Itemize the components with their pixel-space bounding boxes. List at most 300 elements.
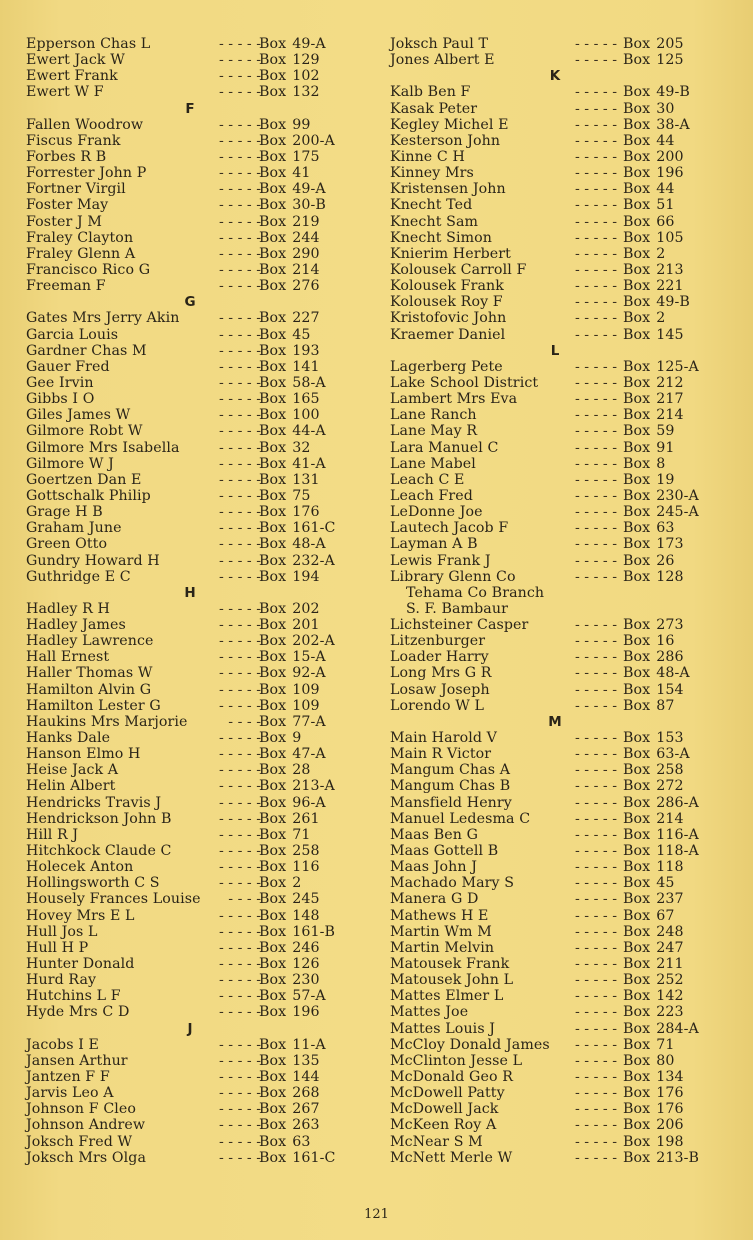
listing-name: Hull H P <box>26 939 89 956</box>
dot-leader: - - - - - <box>575 1117 618 1134</box>
dot-leader: - - - - - <box>575 681 618 698</box>
box-number <box>623 52 684 68</box>
listing-name: Guthridge E C <box>26 568 131 585</box>
listing-row <box>26 956 366 972</box>
listing-name: Fraley Clayton <box>26 229 134 246</box>
listing-name: McKeen Roy A <box>390 1117 497 1134</box>
box-label: Box <box>623 665 651 682</box>
section-letter-heading: G <box>184 294 196 311</box>
box-label: Box <box>623 552 651 569</box>
box-number <box>623 36 684 52</box>
listing-name: Kolousek Carroll F <box>390 261 527 278</box>
box-number <box>623 262 684 278</box>
box-label: Box <box>259 1101 287 1118</box>
dot-leader: - - - - - <box>218 649 261 666</box>
box-label: Box <box>259 342 287 359</box>
box-label: Box <box>259 374 287 391</box>
listing-row <box>26 52 366 68</box>
listing-name: Mangum Chas A <box>390 762 511 779</box>
dot-leader: - - - - - <box>218 1004 261 1021</box>
box-number <box>259 359 320 375</box>
listing-name: Hamilton Lester G <box>26 697 161 714</box>
dot-leader: - - - - - <box>575 617 618 634</box>
box-label: Box <box>623 1069 651 1085</box>
listing-row <box>26 536 366 552</box>
listing-name: Ewert Frank <box>26 68 118 85</box>
section-letter-heading: K <box>549 68 561 85</box>
box-label: Box <box>623 681 651 698</box>
listing-continuation-text: Tehama Co Branch <box>406 584 545 601</box>
listing-row <box>26 262 366 278</box>
dot-leader: - - - - - <box>218 52 261 69</box>
listing-name: Fortner Virgil <box>26 181 126 198</box>
dot-leader: - - - - - <box>218 326 261 343</box>
listing-row <box>390 778 740 794</box>
box-label: Box <box>623 245 651 262</box>
box-label: Box <box>623 778 651 795</box>
dot-leader: - - - - - <box>218 762 261 779</box>
box-label: Box <box>259 875 287 892</box>
dot-leader: - - - - - <box>575 358 618 375</box>
box-value: 230-A <box>656 487 699 504</box>
listing-row <box>390 617 740 633</box>
box-value: 194 <box>292 568 320 585</box>
box-value: 102 <box>292 68 320 85</box>
listing-row <box>26 310 366 326</box>
dot-leader: - - - - - <box>218 261 261 278</box>
box-label: Box <box>623 213 651 230</box>
box-label: Box <box>259 36 287 52</box>
listing-name: Gibbs I O <box>26 391 95 408</box>
box-label: Box <box>623 310 651 327</box>
dot-leader: - - - - - <box>218 1036 261 1053</box>
box-value: 48-A <box>656 665 690 682</box>
dot-leader: - - - - - <box>218 132 261 149</box>
listing-row <box>26 859 366 875</box>
dot-leader: - - - - - <box>218 923 261 940</box>
box-number <box>623 214 675 230</box>
listing-row <box>390 1134 740 1150</box>
box-value: 41-A <box>292 455 326 472</box>
listing-name: Jacobs I E <box>26 1036 99 1053</box>
box-label: Box <box>623 843 651 860</box>
listing-name: McDonald Geo R <box>390 1069 513 1085</box>
box-value: 100 <box>292 407 320 424</box>
dot-leader: - - - - <box>228 713 261 730</box>
box-value: 230 <box>292 972 320 989</box>
listing-name: Kolousek Frank <box>390 278 504 295</box>
listing-name: Main R Victor <box>390 746 492 763</box>
listing-row <box>390 375 740 391</box>
listing-name: Litzenburger <box>390 633 486 650</box>
box-value: 116 <box>292 859 320 876</box>
box-value: 223 <box>656 1004 684 1021</box>
listing-name: Hurd Ray <box>26 972 97 989</box>
listing-name: Knecht Ted <box>390 197 473 214</box>
box-label: Box <box>623 907 651 924</box>
listing-name: Giles James W <box>26 407 131 424</box>
listing-row <box>390 827 740 843</box>
listing-name: Martin Wm M <box>390 923 492 940</box>
listing-row <box>26 359 366 375</box>
dot-leader: - - - - - <box>218 746 261 763</box>
dot-leader: - - - - - <box>218 536 261 553</box>
box-number <box>259 165 311 181</box>
box-value: 57-A <box>292 988 326 1005</box>
dot-leader: - - - - - <box>575 520 618 537</box>
box-number <box>259 1085 320 1101</box>
box-value: 71 <box>656 1036 675 1053</box>
listing-name: Leach Fred <box>390 487 473 504</box>
box-number <box>623 778 684 794</box>
box-label: Box <box>623 423 651 440</box>
dot-leader: - - - - - <box>575 810 618 827</box>
listing-row <box>390 924 740 940</box>
box-number <box>259 214 320 230</box>
listing-name: McDowell Patty <box>390 1085 505 1102</box>
listing-name: Maas Gottell B <box>390 843 499 860</box>
listing-row <box>26 1117 366 1133</box>
dot-leader: - - - - - <box>575 536 618 553</box>
listing-name: Kraemer Daniel <box>390 326 506 343</box>
listing-row <box>26 940 366 956</box>
listing-name: Foster May <box>26 197 109 214</box>
dot-leader: - - - - - <box>575 197 618 214</box>
box-label: Box <box>259 213 287 230</box>
dot-leader: - - - - - <box>575 132 618 149</box>
box-value: 109 <box>292 681 320 698</box>
box-number <box>259 891 320 907</box>
listing-row <box>26 423 366 439</box>
box-label: Box <box>259 552 287 569</box>
box-value: 237 <box>656 891 684 908</box>
box-value: 99 <box>292 116 311 133</box>
listing-name: Goertzen Dan E <box>26 471 142 488</box>
box-value: 8 <box>656 455 666 472</box>
box-label: Box <box>259 407 287 424</box>
box-number <box>259 940 320 956</box>
listing-name: Gilmore W J <box>26 455 114 472</box>
listing-name: Joksch Paul T <box>390 36 489 52</box>
listing-row <box>390 472 740 488</box>
listing-name: Lane May R <box>390 423 478 440</box>
dot-leader: - - - - - <box>575 181 618 198</box>
box-value: 148 <box>292 907 320 924</box>
listing-row <box>26 133 366 149</box>
listing-row <box>390 1117 740 1133</box>
box-number <box>259 68 320 84</box>
listing-row <box>26 843 366 859</box>
box-value: 131 <box>292 471 320 488</box>
box-number <box>623 940 684 956</box>
dot-leader: - - - - - <box>575 730 618 747</box>
box-label: Box <box>623 891 651 908</box>
box-value: 263 <box>292 1117 320 1134</box>
box-number <box>623 553 675 569</box>
dot-leader: - - - - - <box>575 407 618 424</box>
box-label: Box <box>623 100 651 117</box>
listing-name: Lewis Frank J <box>390 552 491 569</box>
dot-leader: - - - - - <box>575 956 618 973</box>
listing-row <box>26 1037 366 1053</box>
box-number <box>623 520 675 536</box>
dot-leader: - - - - - <box>575 229 618 246</box>
dot-leader: - - - - - <box>575 746 618 763</box>
box-number <box>623 649 684 665</box>
listing-name: Manuel Ledesma C <box>390 810 531 827</box>
listing-row <box>390 940 740 956</box>
box-label: Box <box>623 439 651 456</box>
box-number <box>623 1053 675 1069</box>
dot-leader: - - - - - <box>218 520 261 537</box>
listing-row <box>26 407 366 423</box>
box-value: 132 <box>292 84 320 101</box>
box-value: 245 <box>292 891 320 908</box>
box-label: Box <box>623 1085 651 1102</box>
listing-name: Gee Irvin <box>26 374 94 391</box>
box-value: 202 <box>292 600 320 617</box>
box-label: Box <box>623 988 651 1005</box>
box-number <box>623 197 675 213</box>
box-value: 16 <box>656 633 675 650</box>
listing-name: Layman A B <box>390 536 478 553</box>
box-value: 38-A <box>656 116 690 133</box>
box-number <box>259 133 335 149</box>
box-value: 26 <box>656 552 675 569</box>
dot-leader: - - - - - <box>575 116 618 133</box>
box-number <box>623 908 675 924</box>
listing-name: Lake School District <box>390 374 539 391</box>
listing-continuation-text: S. F. Bambaur <box>406 600 508 617</box>
listing-name: Haukins Mrs Marjorie <box>26 713 188 730</box>
box-number <box>623 327 684 343</box>
listing-row <box>390 262 740 278</box>
box-label: Box <box>259 68 287 85</box>
box-label: Box <box>623 568 651 585</box>
listing-row <box>390 440 740 456</box>
dot-leader: - - - - - <box>575 374 618 391</box>
listing-row <box>26 778 366 794</box>
box-value: 44 <box>656 181 675 198</box>
dot-leader: - - - - - <box>218 552 261 569</box>
box-label: Box <box>623 181 651 198</box>
box-label: Box <box>259 939 287 956</box>
listing-name: Hollingsworth C S <box>26 875 160 892</box>
listing-name: Foster J M <box>26 213 103 230</box>
box-number <box>259 310 320 326</box>
box-value: 80 <box>656 1052 675 1069</box>
listing-row <box>390 133 740 149</box>
box-value: 252 <box>656 972 684 989</box>
dot-leader: - - - - - <box>218 633 261 650</box>
listing-name: LeDonne Joe <box>390 504 483 521</box>
listing-name: Hadley R H <box>26 600 110 617</box>
box-value: 154 <box>656 681 684 698</box>
box-number <box>259 1004 320 1020</box>
dot-leader: - - - - - <box>218 826 261 843</box>
listing-name: Joksch Mrs Olga <box>26 1149 147 1166</box>
box-value: 232-A <box>292 552 335 569</box>
listing-row <box>26 1004 366 1020</box>
box-value: 2 <box>292 875 302 892</box>
box-value: 217 <box>656 391 684 408</box>
directory-column-right <box>390 36 740 1166</box>
dot-leader: - - - - - <box>218 988 261 1005</box>
listing-row <box>26 1069 366 1085</box>
listing-name: Kinne C H <box>390 148 465 165</box>
box-value: 141 <box>292 358 320 375</box>
listing-row <box>390 569 740 585</box>
listing-name: Holecek Anton <box>26 859 134 876</box>
listing-row <box>390 149 740 165</box>
listing-row <box>26 149 366 165</box>
listing-row <box>390 956 740 972</box>
listing-name: Lichsteiner Casper <box>390 617 529 634</box>
box-label: Box <box>623 358 651 375</box>
box-label: Box <box>259 487 287 504</box>
listing-name: Kolousek Roy F <box>390 294 503 311</box>
box-value: 214 <box>292 261 320 278</box>
listing-name: Jones Albert E <box>390 52 495 69</box>
box-number <box>259 1069 320 1085</box>
dot-leader: - - - - - <box>218 165 261 182</box>
dot-leader: - - - - - <box>575 36 618 52</box>
listing-continuation <box>390 585 740 601</box>
box-value: 129 <box>292 52 320 69</box>
box-value: 77-A <box>292 713 326 730</box>
dot-leader: - - - - - <box>575 794 618 811</box>
listing-name: Knecht Sam <box>390 213 479 230</box>
box-label: Box <box>259 471 287 488</box>
box-label: Box <box>259 956 287 973</box>
listing-row <box>26 181 366 197</box>
listing-row <box>390 1069 740 1085</box>
box-value: 213 <box>656 261 684 278</box>
box-value: 213-A <box>292 778 335 795</box>
box-value: 246 <box>292 939 320 956</box>
listing-row <box>26 197 366 213</box>
box-value: 267 <box>292 1101 320 1118</box>
box-number <box>623 84 690 100</box>
box-number <box>259 1053 320 1069</box>
listing-name: Kegley Michel E <box>390 116 509 133</box>
listing-row <box>26 246 366 262</box>
listing-name: Francisco Rico G <box>26 261 151 278</box>
box-value: 45 <box>656 875 675 892</box>
box-label: Box <box>259 116 287 133</box>
listing-name: Johnson F Cleo <box>26 1101 137 1118</box>
box-label: Box <box>623 278 651 295</box>
box-label: Box <box>623 1020 651 1037</box>
box-label: Box <box>623 229 651 246</box>
dot-leader: - - - - - <box>575 1069 618 1085</box>
box-number <box>259 811 320 827</box>
dot-leader: - - - - - <box>218 439 261 456</box>
box-label: Box <box>259 504 287 521</box>
listing-name: Hanson Elmo H <box>26 746 141 763</box>
box-label: Box <box>623 923 651 940</box>
box-number <box>259 778 335 794</box>
listing-row <box>26 520 366 536</box>
box-number <box>259 536 326 552</box>
box-number <box>623 310 665 326</box>
listing-row <box>26 553 366 569</box>
box-number <box>259 569 320 585</box>
box-label: Box <box>623 504 651 521</box>
box-label: Box <box>623 762 651 779</box>
listing-name: Lane Ranch <box>390 407 477 424</box>
dot-leader: - - - - - <box>218 665 261 682</box>
listing-row <box>390 84 740 100</box>
box-value: 63 <box>656 520 675 537</box>
dot-leader: - - - - - <box>218 697 261 714</box>
listing-name: Library Glenn Co <box>390 568 516 585</box>
box-label: Box <box>623 261 651 278</box>
dot-leader: - - - - - <box>218 1133 261 1150</box>
dot-leader: - - - - - <box>218 1117 261 1134</box>
box-value: 126 <box>292 956 320 973</box>
listing-row <box>26 811 366 827</box>
listing-name: Maas John J <box>390 859 478 876</box>
box-value: 32 <box>292 439 311 456</box>
listing-row <box>26 472 366 488</box>
listing-row <box>390 36 740 52</box>
box-label: Box <box>259 358 287 375</box>
box-number <box>259 117 311 133</box>
listing-name: Lara Manuel C <box>390 439 499 456</box>
box-number <box>259 327 311 343</box>
listing-name: Fiscus Frank <box>26 132 121 149</box>
box-label: Box <box>259 1069 287 1085</box>
listing-row <box>390 165 740 181</box>
dot-leader: - - - - - <box>218 487 261 504</box>
listing-row <box>390 891 740 907</box>
box-label: Box <box>623 116 651 133</box>
listing-name: Hanks Dale <box>26 730 111 747</box>
box-label: Box <box>623 730 651 747</box>
box-value: 67 <box>656 907 675 924</box>
box-number <box>623 972 684 988</box>
dot-leader: - - - - - <box>218 956 261 973</box>
box-label: Box <box>259 810 287 827</box>
listing-name: McNett Merle W <box>390 1149 513 1166</box>
box-value: 205 <box>656 36 684 52</box>
listing-name: Hovey Mrs E L <box>26 907 135 924</box>
listing-row <box>26 214 366 230</box>
box-number <box>623 149 684 165</box>
listing-row <box>390 536 740 552</box>
box-label: Box <box>259 843 287 860</box>
listing-name: Martin Melvin <box>390 939 495 956</box>
box-value: 206 <box>656 1117 684 1134</box>
listing-row <box>26 456 366 472</box>
box-number <box>623 956 684 972</box>
box-number <box>623 665 690 681</box>
box-number <box>623 827 699 843</box>
box-number <box>259 617 320 633</box>
box-label: Box <box>259 84 287 101</box>
listing-name: McDowell Jack <box>390 1101 499 1118</box>
listing-row <box>390 988 740 1004</box>
box-label: Box <box>623 810 651 827</box>
listing-row <box>390 520 740 536</box>
box-number <box>259 795 326 811</box>
listing-row <box>390 391 740 407</box>
box-number <box>259 1150 336 1166</box>
box-label: Box <box>259 778 287 795</box>
box-number <box>259 84 320 100</box>
listing-row <box>26 875 366 891</box>
